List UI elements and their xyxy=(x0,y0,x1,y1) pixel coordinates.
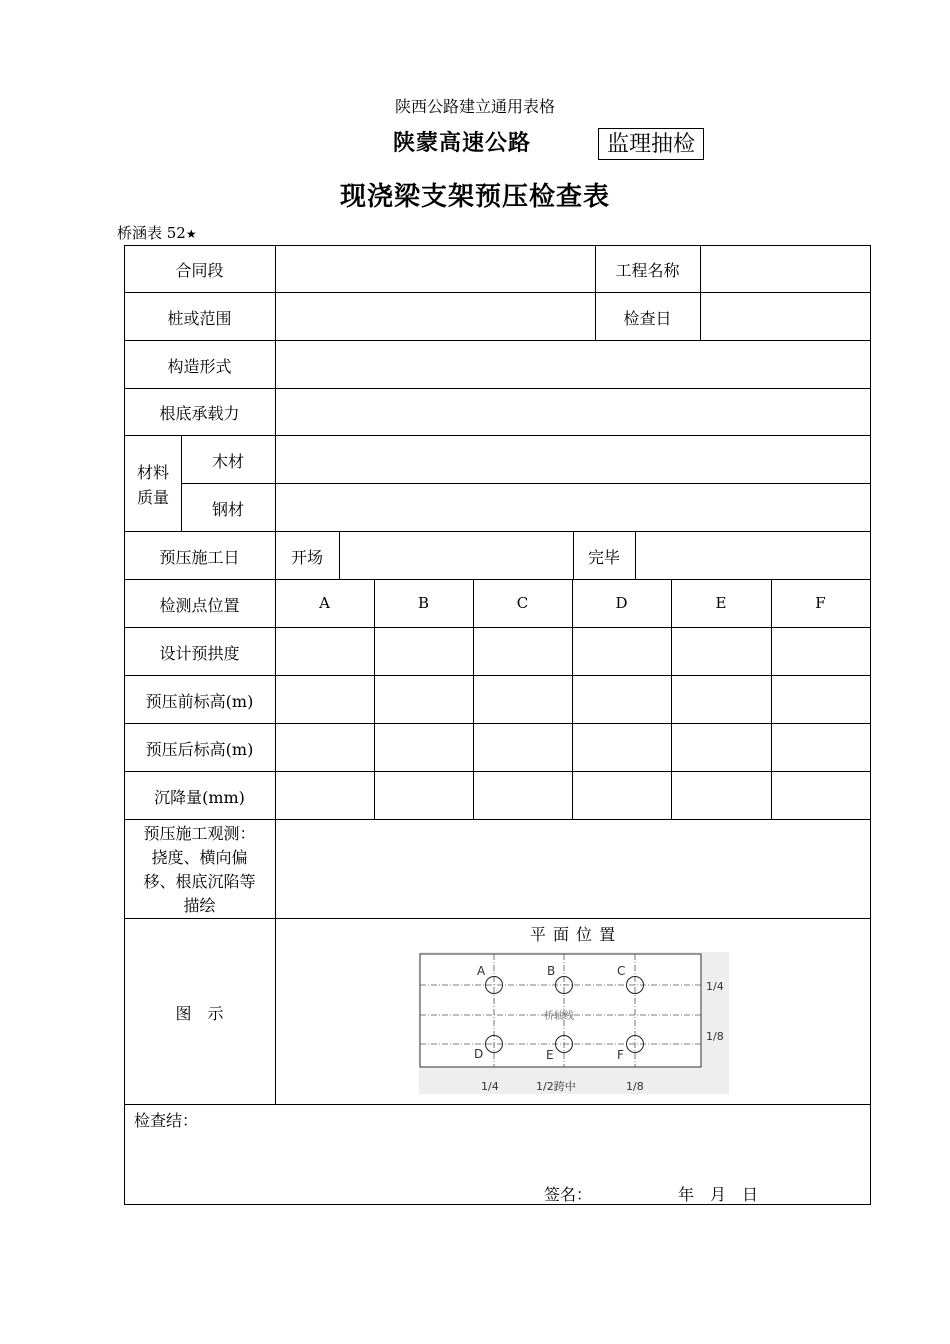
inspection-date-label: 检查日 xyxy=(623,309,672,328)
elevation-before-label: 预压前标高(m) xyxy=(145,692,254,711)
design-camber-label: 设计预拱度 xyxy=(159,644,240,663)
form-code-text: 桥涵表 52 xyxy=(117,224,186,242)
col-line xyxy=(339,531,340,579)
diagram-label-e: E xyxy=(546,1048,554,1062)
start-label: 开场 xyxy=(290,548,323,567)
row-line xyxy=(124,918,871,919)
signature-label: 签名： xyxy=(544,1185,593,1204)
col-line xyxy=(700,245,701,340)
material-quality-label: 材料质量 xyxy=(136,463,169,507)
diagram-label-d: D xyxy=(474,1047,484,1061)
point-d-header: D xyxy=(615,594,628,612)
row-line xyxy=(124,340,871,341)
row-line xyxy=(124,1104,871,1105)
observation-line-4: 描绘 xyxy=(183,896,216,915)
contract-section-label: 合同段 xyxy=(175,261,224,280)
right-label-eighth: 1/8 xyxy=(706,1030,724,1043)
plan-position-title: 平 面 位 置 xyxy=(529,925,617,944)
elevation-after-label: 预压后标高(m) xyxy=(145,740,254,759)
steel-label: 钢材 xyxy=(211,500,244,519)
diagram-label-f: F xyxy=(617,1048,624,1062)
right-label-quarter: 1/4 xyxy=(706,980,724,993)
row-line xyxy=(124,435,871,436)
finish-label: 完毕 xyxy=(587,548,620,567)
wood-label: 木材 xyxy=(211,452,244,471)
point-b-header: B xyxy=(417,594,430,612)
col-line xyxy=(374,579,375,819)
main-title: 现浇梁支架预压检查表 xyxy=(339,182,610,212)
row-line xyxy=(124,723,871,724)
point-a-header: A xyxy=(319,594,330,612)
table-border-right xyxy=(870,245,871,1205)
bottom-label-mid: 1/2跨中 xyxy=(536,1080,576,1093)
preload-date-label: 预压施工日 xyxy=(159,548,240,567)
diagram-label-a: A xyxy=(477,964,486,978)
point-f-header: F xyxy=(815,594,826,612)
plan-position-diagram xyxy=(419,952,729,1094)
row-line xyxy=(124,771,871,772)
observation-line-3: 移、根底沉陷等 xyxy=(143,872,256,891)
bottom-label-quarter: 1/4 xyxy=(481,1080,499,1093)
col-line xyxy=(671,579,672,819)
row-line xyxy=(124,531,871,532)
point-e-header: E xyxy=(715,594,727,612)
project-title-label: 工程名称 xyxy=(615,261,680,280)
measure-point-position-label: 检测点位置 xyxy=(159,596,240,615)
conclusion-label: 检查结： xyxy=(134,1111,199,1130)
row-line xyxy=(124,675,871,676)
date-ymd-label: 年 月 日 xyxy=(678,1185,759,1204)
row-line xyxy=(124,388,871,389)
form-code xyxy=(117,222,197,243)
station-range-label: 桩或范围 xyxy=(167,309,232,328)
col-line xyxy=(635,531,636,579)
project-name: 陕蒙高速公路 xyxy=(393,131,532,156)
row-line xyxy=(124,627,871,628)
col-line xyxy=(572,579,573,819)
settlement-label: 沉降量(mm) xyxy=(154,788,245,807)
star-icon: ★ xyxy=(185,227,197,241)
observation-label xyxy=(124,822,275,918)
row-line xyxy=(124,579,871,580)
col-line xyxy=(473,579,474,819)
structure-form-label: 构造形式 xyxy=(167,357,232,376)
diagram-label-b: B xyxy=(547,964,556,978)
inspection-form-table xyxy=(124,245,871,1205)
row-line xyxy=(181,483,871,484)
point-c-header: C xyxy=(516,594,529,612)
row-line xyxy=(124,819,871,820)
bottom-label-eighth: 1/8 xyxy=(626,1080,644,1093)
foundation-capacity-label: 根底承载力 xyxy=(159,404,240,423)
inspection-type-box: 监理抽检 xyxy=(598,128,704,160)
table-border-top xyxy=(124,245,871,246)
row-line xyxy=(124,292,871,293)
observation-line-2: 挠度、横向偏 xyxy=(151,848,248,867)
observation-line-1: 预压施工观测： xyxy=(143,824,256,843)
diagram-label: 图 示 xyxy=(175,1004,224,1023)
table-border-left xyxy=(124,245,125,1205)
table-border-bottom xyxy=(124,1204,871,1205)
bridge-axis-label: 桥轴线 xyxy=(544,1011,574,1022)
diagram-label-c: C xyxy=(617,964,626,978)
col-line xyxy=(275,245,276,1104)
form-supertitle: 陕西公路建立通用表格 xyxy=(394,97,555,116)
col-line xyxy=(771,579,772,819)
